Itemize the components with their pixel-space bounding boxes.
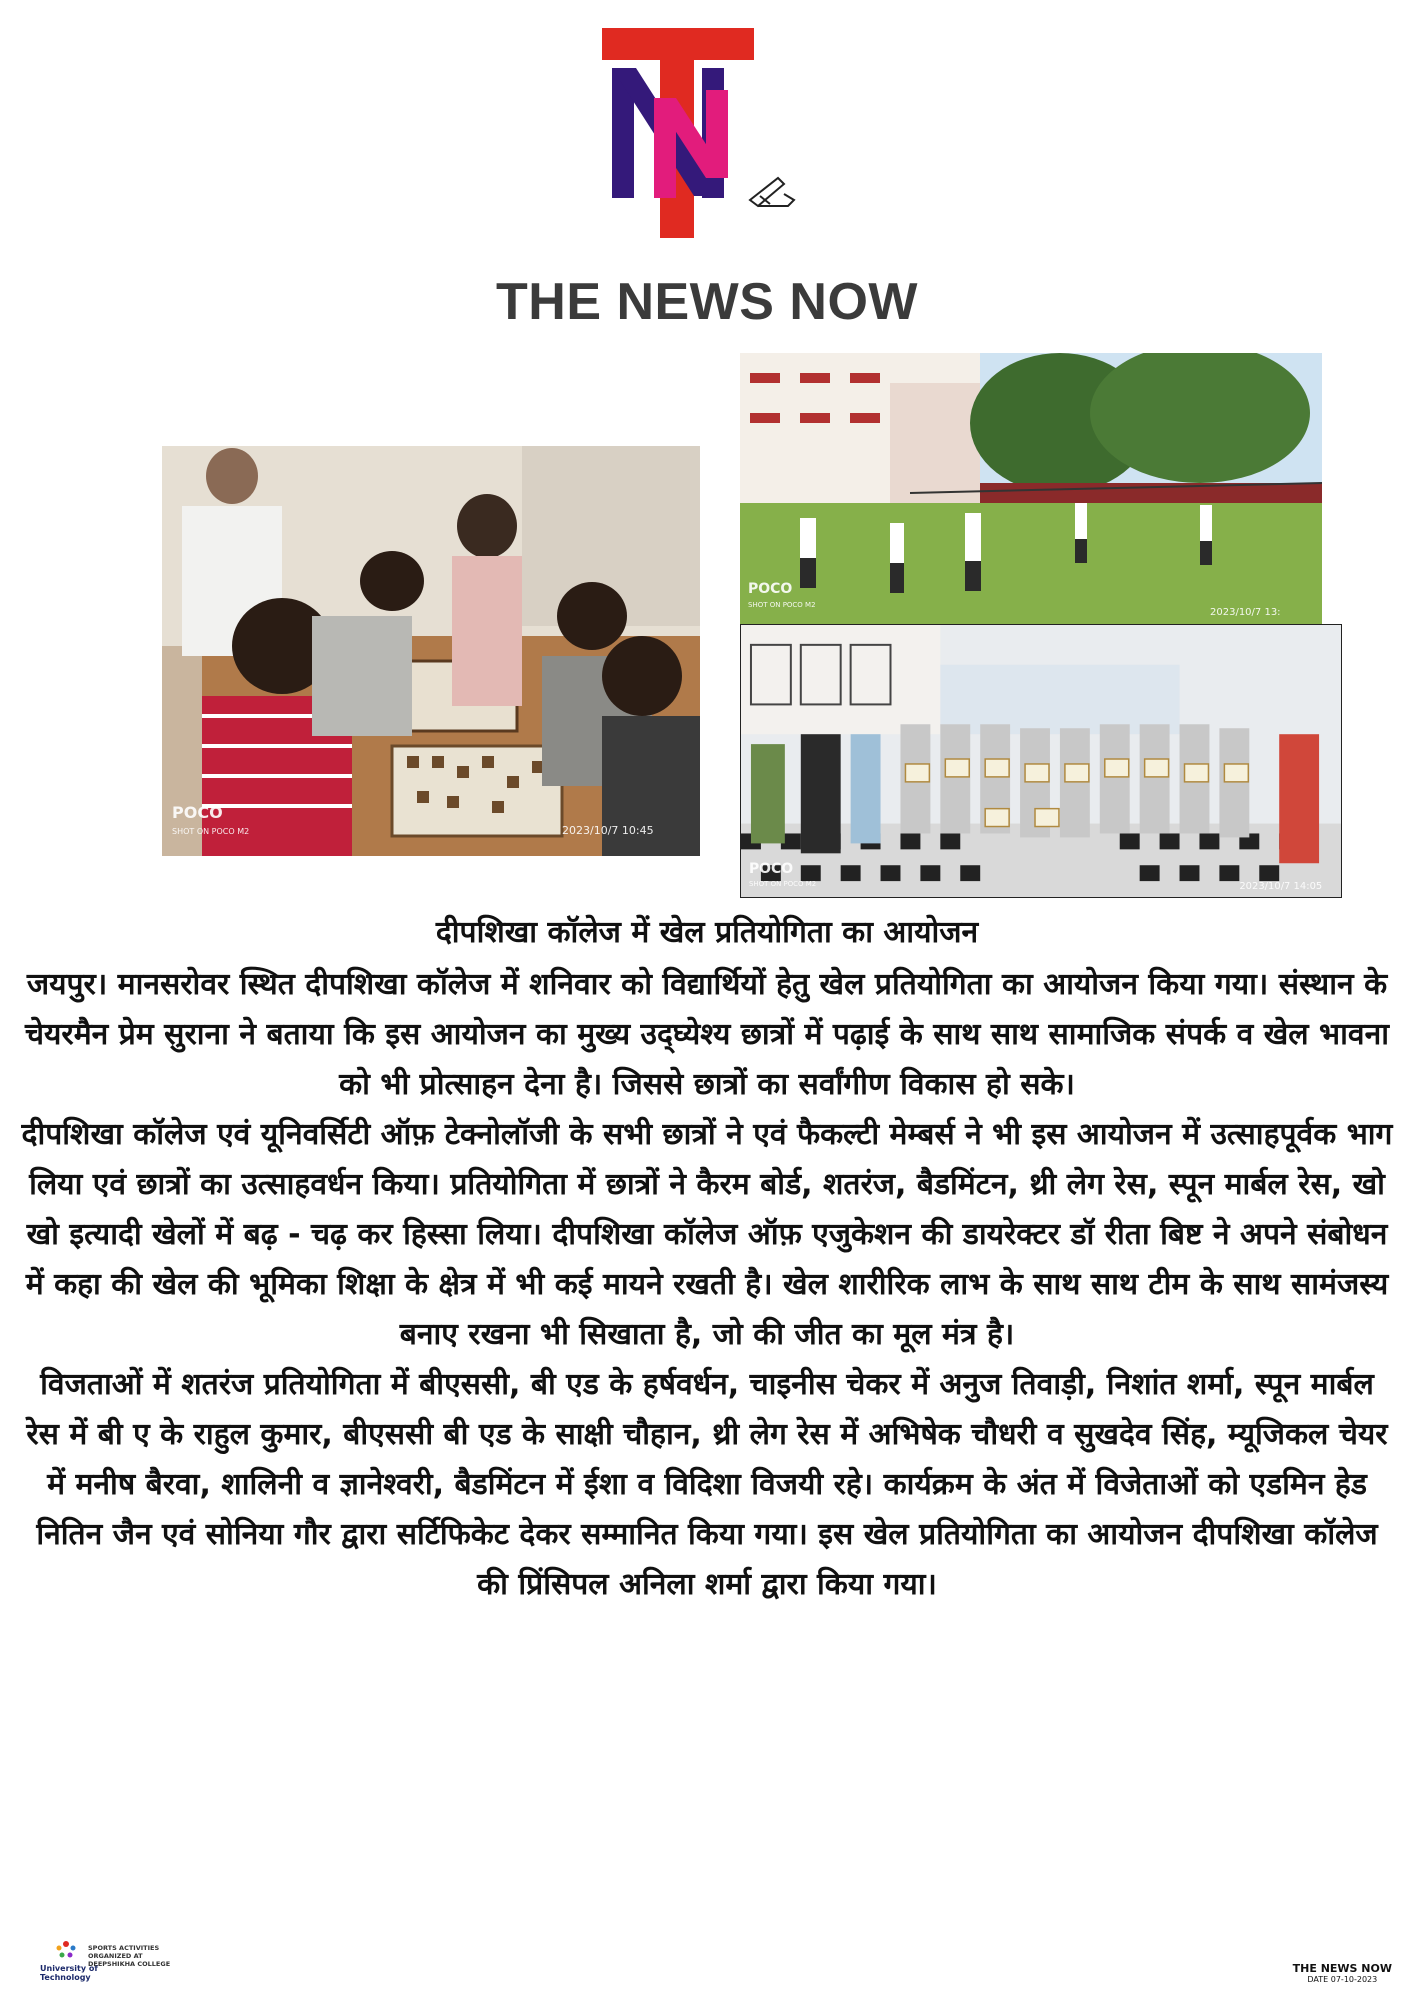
article-paragraph-2: दीपशिखा कॉलेज एवं यूनिवर्सिटी ऑफ़ टेक्नोलॉजी के सभी छात्रों ने एवं फैकल्टी मेम्बर्स ने भी इस आयोजन में उत्साहपूर्वक भाग लिया एवं छात्रों का उत्साहवर्धन किया। प्रतियोगिता में छात्रों ने कैरम बोर्ड, शतरंज, बैडमिंटन, थ्री लेग रेस, स्पून मार्बल रेस, खो खो इत्यादी खेलों में बढ़ - चढ़ कर हिस्सा लिया। दीपशिखा कॉलेज ऑफ़ एजुकेशन की डायरेक्टर डॉ रीता बिष्ट ने अपने संबोधन में कहा की खेल की भूमिका शिक्षा के क्षेत्र में भी कई मायने रखती है। खेल शारीरिक लाभ के साथ साथ टीम के साथ सामंजस्य बनाए रखना भी सिखाता है, जो की जीत का मूल मंत्र है।	[21, 1117, 1393, 1352]
badminton-photo-shot-on: SHOT ON POCO M2	[748, 601, 816, 609]
university-name-line2: Technology	[40, 1973, 91, 1982]
footer-paper-name: THE NEWS NOW	[1292, 1962, 1392, 1975]
university-emblem-icon	[48, 1934, 84, 1964]
chess-photo-brand: POCO	[172, 803, 223, 822]
newspaper-logo	[598, 28, 810, 240]
group-photo-timestamp: 2023/10/7 14:05	[1239, 881, 1323, 893]
footer-date: DATE 07-10-2023	[1307, 1975, 1378, 1984]
group-photo-shot-on: SHOT ON POCO M2	[748, 880, 817, 889]
article-paragraph-1: जयपुर। मानसरोवर स्थित दीपशिखा कॉलेज में शनिवार को विद्यार्थियों हेतु खेल प्रतियोगिता का आयोजन किया गया। संस्थान के चेयरमैन प्रेम सुराना ने बताया कि इस आयोजन का मुख्य उद्घ्येश्य छात्रों में पढ़ाई के साथ साथ सामाजिक संपर्क व खेल भावना को भी प्रोत्साहन देना है। जिससे छात्रों का सर्वांगीण विकास हो सके।	[24, 967, 1390, 1102]
article	[20, 912, 1394, 1610]
chess-photo-timestamp: 2023/10/7 10:45	[562, 824, 654, 837]
chess-photo	[162, 446, 700, 856]
badminton-photo	[740, 353, 1322, 624]
university-logo	[40, 1934, 170, 1984]
badminton-photo-timestamp: 2023/10/7 13:	[1210, 607, 1281, 618]
footer-paper-info	[1293, 1962, 1392, 1984]
university-name-line1: University of	[40, 1964, 98, 1973]
badminton-photo-brand: POCO	[748, 581, 793, 597]
tnn-logo-icon	[598, 28, 810, 240]
chess-photo-shot-on: SHOT ON POCO M2	[172, 827, 250, 836]
group-photo-brand: POCO	[748, 861, 794, 878]
masthead-title: THE NEWS NOW	[496, 273, 918, 331]
activities-line2: ORGANIZED AT	[88, 1952, 143, 1960]
article-paragraph-3: विजताओं में शतरंज प्रतियोगिता में बीएससी, बी एड के हर्षवर्धन, चाइनीस चेकर में अनुज तिवाड़ी, निशांत शर्मा, स्पून मार्बल रेस में बी ए के राहुल कुमार, बीएससी बी एड के साक्षी चौहान, थ्री लेग रेस में अभिषेक चौधरी व सुखदेव सिंह, म्यूजिकल चेयर में मनीष बैरवा, शालिनी व ज्ञानेश्वरी, बैडमिंटन में ईशा व विदिशा विजयी रहे। कार्यक्रम के अंत में विजेताओं को एडमिन हेड नितिन जैन एवं सोनिया गौर द्वारा सर्टिफिकेट देकर सम्मानित किया गया। इस खेल प्रतियोगिता का आयोजन दीपशिखा कॉलेज की प्रिंसिपल अनिला शर्मा द्वारा किया गया।	[26, 1367, 1388, 1602]
activities-line3: DEEPSHIKHA COLLEGE	[88, 1960, 171, 1968]
article-headline: दीपशिखा कॉलेज में खेल प्रतियोगिता का आयोजन	[435, 915, 979, 950]
group-certificates-photo	[740, 624, 1342, 898]
activities-line1: SPORTS ACTIVITIES	[88, 1944, 160, 1952]
